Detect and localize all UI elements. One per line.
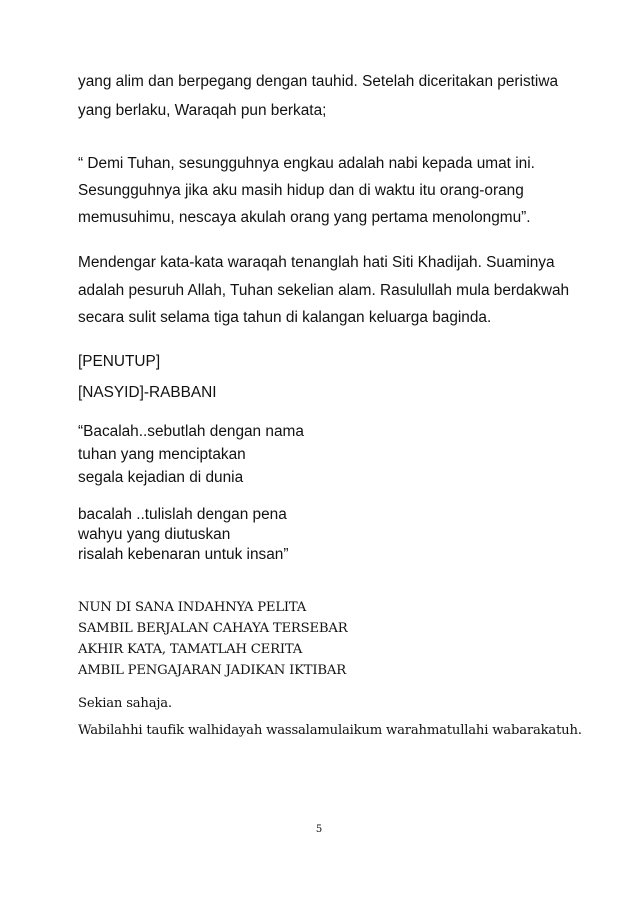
verse-line: segala kejadian di dunia (78, 469, 244, 486)
quote-line: memusuhimu, nescaya akulah orang yang pertama menolongmu”. (78, 209, 531, 226)
section-heading-nasyid: [NASYID]-RABBANI (78, 384, 217, 401)
verse-line: “Bacalah..sebutlah dengan nama (78, 423, 304, 440)
verse-line: bacalah ..tulislah dengan pena (78, 506, 287, 523)
quote-line: Sesungguhnya jika aku masih hidup dan di waktu itu orang-orang (78, 182, 524, 199)
stanza-line: SAMBIL BERJALAN CAHAYA TERSEBAR (78, 621, 348, 636)
paragraph-line: yang alim dan berpegang dengan tauhid. Setelah diceritakan peristiwa (78, 73, 559, 90)
paragraph-line: Mendengar kata-kata waraqah tenanglah hati Siti Khadijah. Suaminya (78, 254, 555, 271)
page-number: 5 (315, 824, 323, 835)
verse-line: risalah kebenaran untuk insan” (78, 546, 289, 563)
paragraph-line: yang berlaku, Waraqah pun berkata; (78, 102, 327, 119)
paragraph-line: adalah pesuruh Allah, Tuhan sekelian alam. Rasulullah mula berdakwah (78, 282, 570, 299)
closing-line: Wabilahhi taufik walhidayah wassalamulaikum warahmatullahi wabarakatuh. (78, 723, 582, 738)
verse-line: tuhan yang menciptakan (78, 446, 246, 463)
quote-line: “ Demi Tuhan, sesungguhnya engkau adalah nabi kepada umat ini. (78, 155, 535, 172)
closing-line: Sekian sahaja. (78, 696, 172, 711)
stanza-line: AKHIR KATA, TAMATLAH CERITA (78, 642, 303, 657)
stanza-line: NUN DI SANA INDAHNYA PELITA (78, 600, 307, 615)
paragraph-line: secara sulit selama tiga tahun di kalangan keluarga baginda. (78, 309, 492, 326)
stanza-line: AMBIL PENGAJARAN JADIKAN IKTIBAR (78, 663, 346, 678)
section-heading-penutup: [PENUTUP] (78, 353, 161, 370)
verse-line: wahyu yang diutuskan (78, 526, 231, 543)
